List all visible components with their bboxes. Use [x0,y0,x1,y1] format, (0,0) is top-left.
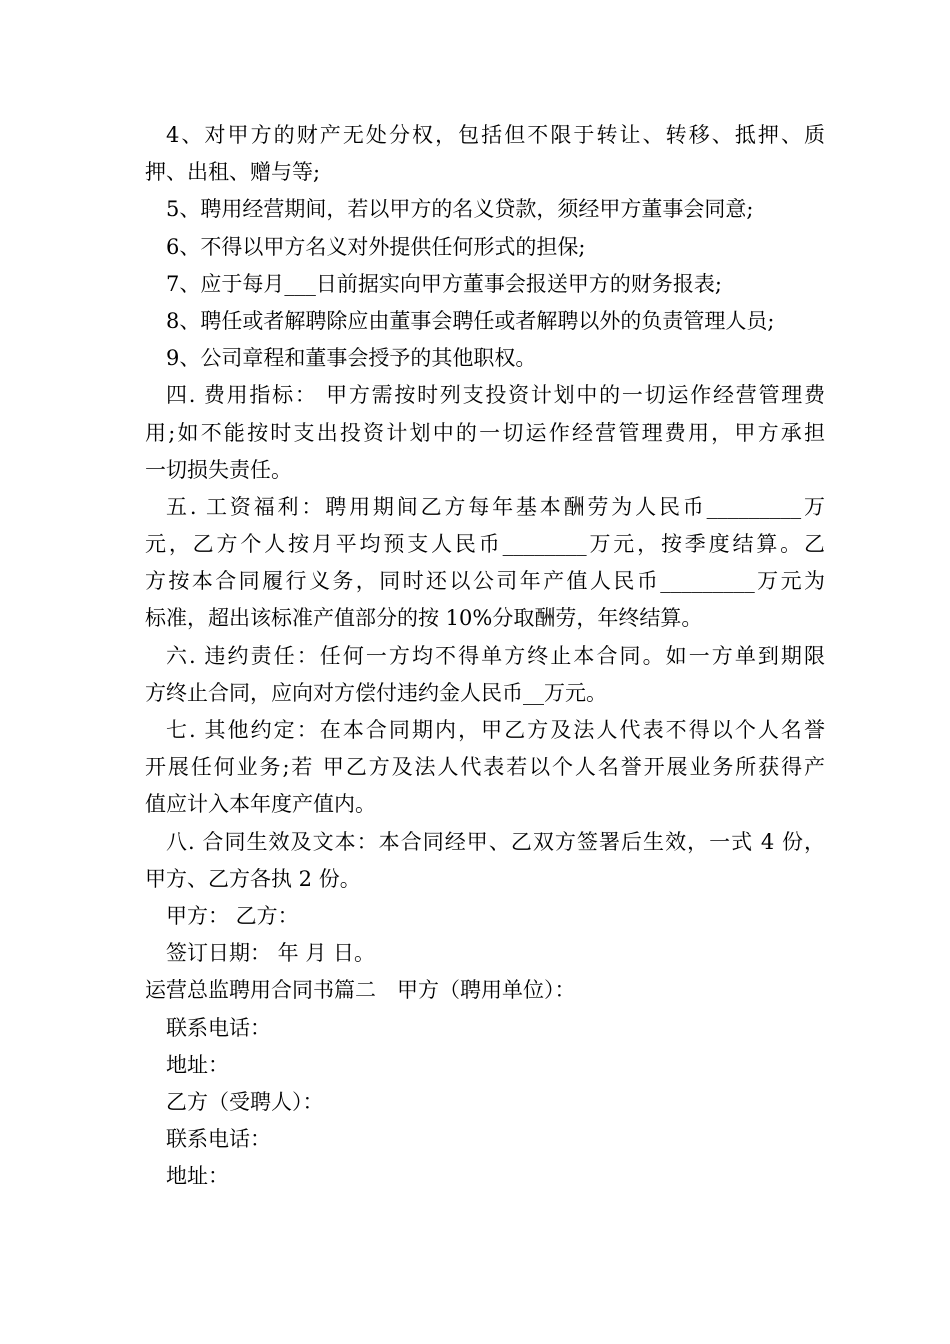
text-line: 7、应于每月___日前据实向甲方董事会报送甲方的财务报表; [166,271,722,296]
document-page [145,117,825,1195]
text-line: 开展任何业务;若 甲乙方及法人代表若以个人名誉开展业务所获得产 [145,755,825,780]
text-line: 押、出租、赠与等; [145,160,321,185]
text-line: 值应计入本年度产值内。 [145,792,376,817]
section-heading-line: 四. 费用指标： 甲方需按时列支投资计划中的一切运作经营管理费 [166,383,825,408]
section-heading-line: 八. 合同生效及文本：本合同经甲、乙双方签署后生效，一式 4 份， [166,829,825,854]
signing-date-line: 签订日期： 年 月 日。 [166,941,376,966]
party-b-line: 乙方（受聘人）： [166,1089,324,1114]
text-line: 一切损失责任。 [145,457,292,482]
contact-phone-line: 联系电话： [166,1127,271,1152]
text-line: 方按本合同履行义务，同时还以公司年产值人民币_________万元为 [145,569,825,594]
address-line: 地址： [166,1164,229,1189]
text-line: 4、对甲方的财产无处分权，包括但不限于转让、转移、抵押、质 [166,123,825,147]
section-heading-line: 五. 工资福利：聘用期间乙方每年基本酬劳为人民币_________万 [166,494,825,519]
text-line: 方终止合同，应向对方偿付违约金人民币__万元。 [145,680,607,705]
address-line: 地址： [166,1052,229,1077]
text-line: 9、公司章程和董事会授予的其他职权。 [166,346,537,371]
section-heading-line: 六. 违约责任：任何一方均不得单方终止本合同。如一方单到期限 [166,643,825,668]
contact-phone-line: 联系电话： [166,1015,271,1040]
text-line: 8、聘任或者解聘除应由董事会聘任或者解聘以外的负责管理人员; [166,308,775,333]
contract-title-line: 运营总监聘用合同书篇二 甲方（聘用单位）： [145,978,576,1003]
text-line: 用;如不能按时支出投资计划中的一切运作经营管理费用，甲方承担 [145,420,825,445]
text-line: 6、不得以甲方名义对外提供任何形式的担保; [166,234,586,259]
text-line: 甲方、乙方各执 2 份。 [145,866,361,891]
text-line: 5、聘用经营期间，若以甲方的名义贷款，须经甲方董事会同意; [166,197,754,222]
text-line: 元，乙方个人按月平均预支人民币________万元，按季度结算。乙 [145,532,825,557]
text-line: 标准，超出该标准产值部分的按 10%分取酬劳，年终结算。 [145,606,703,631]
section-heading-line: 七. 其他约定：在本合同期内，甲乙方及法人代表不得以个人名誉 [166,718,825,742]
signature-line: 甲方： 乙方： [166,903,299,928]
